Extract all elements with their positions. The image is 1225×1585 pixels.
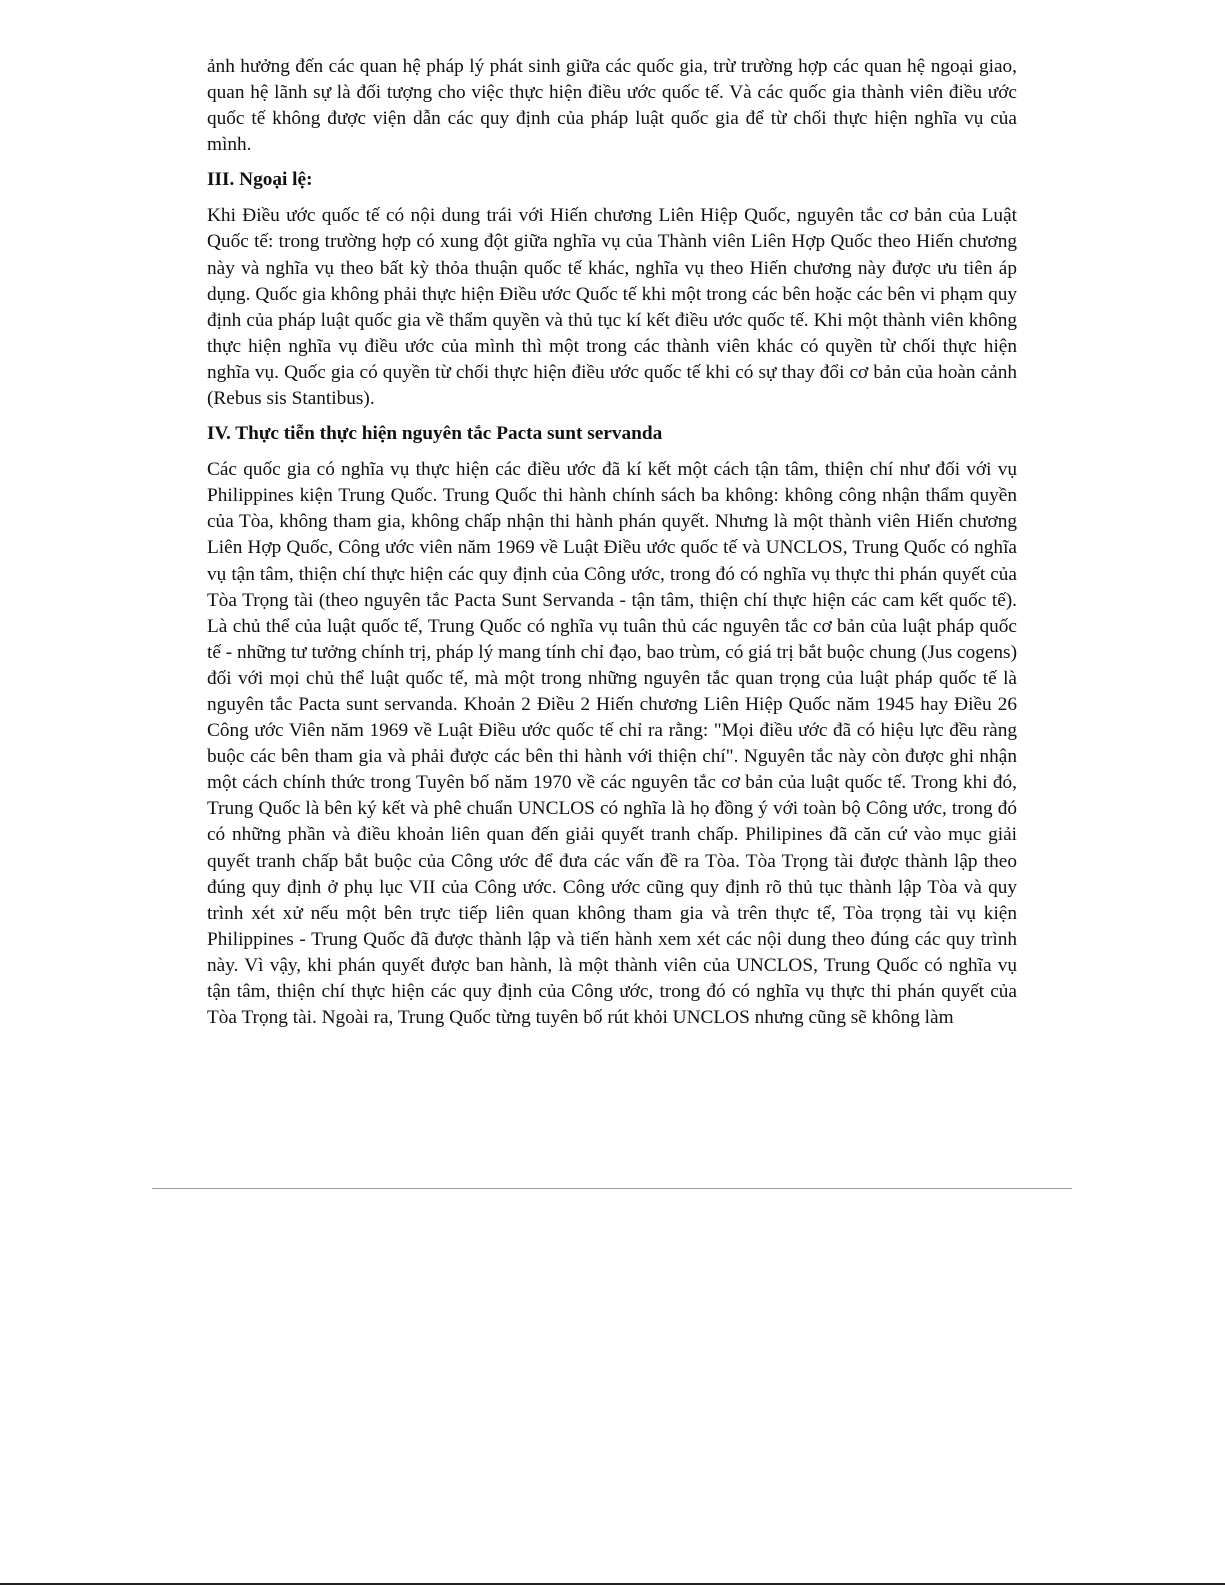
continuation-paragraph: ảnh hưởng đến các quan hệ pháp lý phát sinh giữa các quốc gia, trừ trường hợp các quan hệ ngoại giao, quan hệ lãnh sự là đối tượng cho việc thực hiện điều ước quốc tế. Và các quốc gia thành viên điều ước quốc tế không được viện dẫn các quy định của pháp luật quốc gia để từ chối thực hiện nghĩa vụ của mình. — [207, 56, 1017, 156]
page-break-divider — [152, 1188, 1072, 1189]
exceptions-paragraph: Khi Điều ước quốc tế có nội dung trái với Hiến chương Liên Hiệp Quốc, nguyên tắc cơ bản của Luật Quốc tế: trong trường hợp có xung đột giữa nghĩa vụ của Thành viên Liên Hợp Quốc theo Hiến chương này và nghĩa vụ theo bất kỳ thỏa thuận quốc tế khác, nghĩa vụ theo Hiến chương này được ưu tiên áp dụng. Quốc gia không phải thực hiện Điều ước Quốc tế khi một trong các bên hoặc các bên vi phạm quy định của pháp luật quốc gia về thẩm quyền và thủ tục kí kết điều ước quốc tế. Khi một thành viên không thực hiện nghĩa vụ điều ước của mình thì một trong các thành viên khác có quyền từ chối thực hiện nghĩa vụ. Quốc gia có quyền từ chối thực hiện điều ước quốc tế khi có sự thay đổi cơ bản của hoàn cảnh (Rebus sis Stantibus). — [207, 205, 1017, 410]
document-page-content — [207, 54, 1017, 1031]
practice-paragraph: Các quốc gia có nghĩa vụ thực hiện các điều ước đã kí kết một cách tận tâm, thiện chí như đối với vụ Philippines kiện Trung Quốc. Trung Quốc thi hành chính sách ba không: không công nhận thẩm quyền của Tòa, không tham gia, không chấp nhận thi hành phán quyết. Nhưng là một thành viên Hiến chương Liên Hợp Quốc, Công ước viên năm 1969 về Luật Điều ước quốc tế và UNCLOS, Trung Quốc có nghĩa vụ tận tâm, thiện chí thực hiện các quy định của Công ước, trong đó có nghĩa vụ thực thi phán quyết của Tòa Trọng tài (theo nguyên tắc Pacta Sunt Servanda - tận tâm, thiện chí thực hiện các cam kết quốc tế). Là chủ thể của luật quốc tế, Trung Quốc có nghĩa vụ tuân thủ các nguyên tắc cơ bản của luật pháp quốc tế - những tư tưởng chính trị, pháp lý mang tính chỉ đạo, bao trùm, có giá trị bắt buộc chung (Jus cogens) đối với mọi chủ thể luật quốc tế, mà một trong những nguyên tắc quan trọng của luật pháp quốc tế là nguyên tắc Pacta sunt servanda. Khoản 2 Điều 2 Hiến chương Liên Hiệp Quốc năm 1945 hay Điều 26 Công ước Viên năm 1969 về Luật Điều ước quốc tế chỉ ra rằng: "Mọi điều ước đã có hiệu lực đều ràng buộc các bên tham gia và phải được các bên thi hành với thiện chí". Nguyên tắc này còn được ghi nhận một cách chính thức trong Tuyên bố năm 1970 về các nguyên tắc cơ bản của luật quốc tế. Trong khi đó, Trung Quốc là bên ký kết và phê chuẩn UNCLOS có nghĩa là họ đồng ý với toàn bộ Công ước, trong đó có những phần và điều khoản liên quan đến giải quyết tranh chấp. Philipines đã căn cứ vào mục giải quyết tranh chấp bắt buộc của Công ước để đưa các vấn đề ra Tòa. Tòa Trọng tài được thành lập theo đúng quy định ở phụ lục VII của Công ước. Công ước cũng quy định rõ thủ tục thành lập Tòa và quy trình xét xử nếu một bên trực tiếp liên quan không tham gia và trên thực tế, Tòa trọng tài vụ kiện Philippines - Trung Quốc đã được thành lập và tiến hành xem xét các nội dung theo đúng các quy trình này. Vì vậy, khi phán quyết được ban hành, là một thành viên của UNCLOS, Trung Quốc có nghĩa vụ tận tâm, thiện chí thực hiện các quy định của Công ước, trong đó có nghĩa vụ thực thi phán quyết của Tòa Trọng tài. Ngoài ra, Trung Quốc từng tuyên bố rút khỏi UNCLOS nhưng cũng sẽ không làm — [207, 459, 1017, 1029]
section-heading-practice: IV. Thực tiễn thực hiện nguyên tắc Pacta sunt servanda — [207, 423, 663, 445]
section-heading-exceptions: III. Ngoại lệ: — [207, 169, 313, 191]
